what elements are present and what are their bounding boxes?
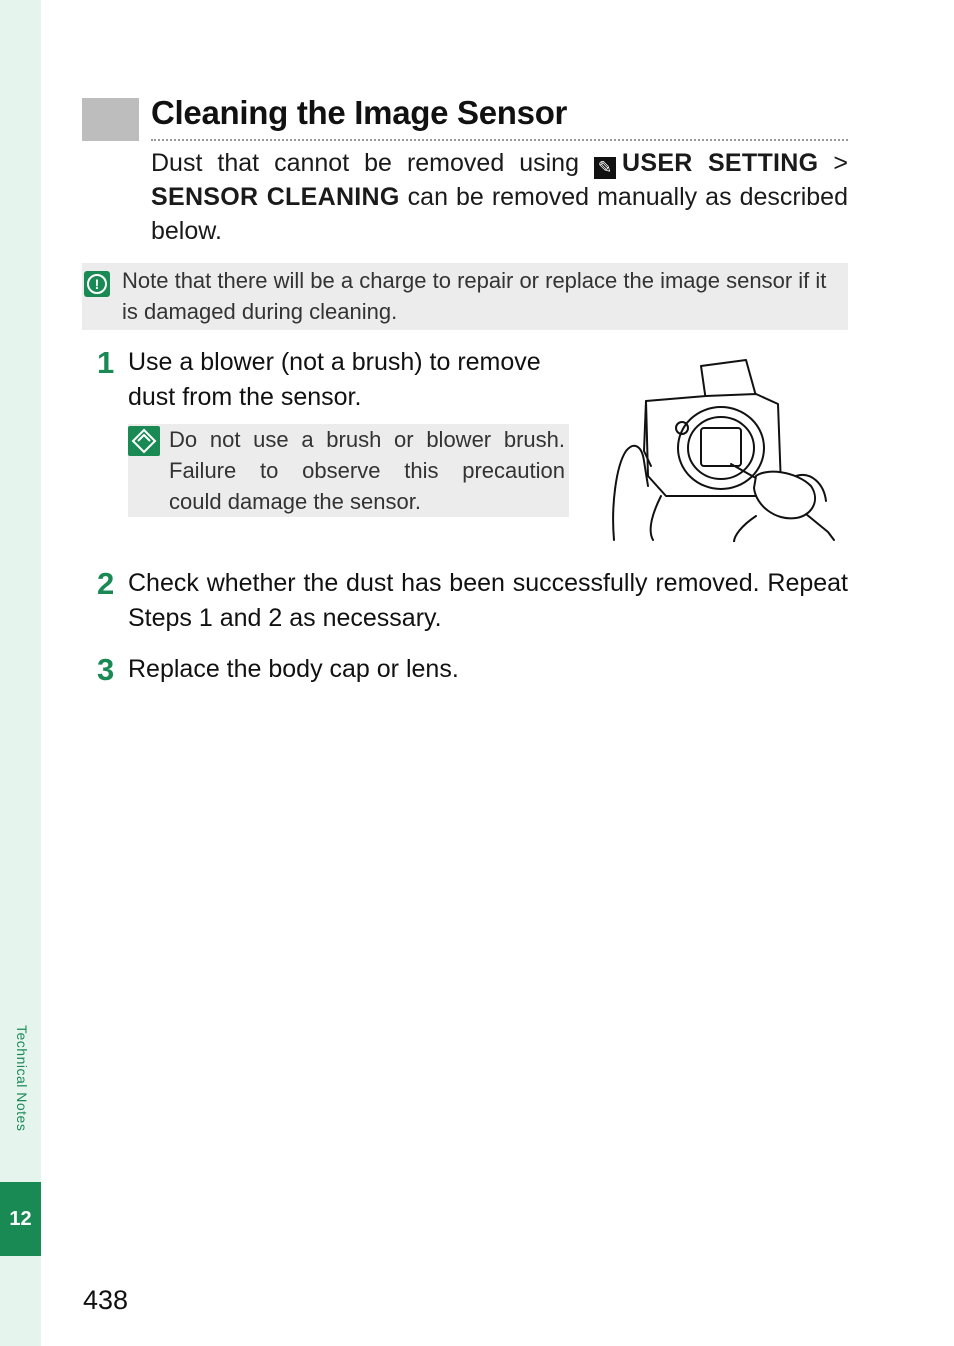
caution-text: Note that there will be a charge to repair or replace the image sensor if it is damaged during cleaning. bbox=[122, 268, 827, 324]
caution-icon: ! bbox=[84, 271, 110, 297]
note-line-1: Do not use a brush or blower brush. bbox=[169, 427, 565, 452]
heading-divider bbox=[151, 139, 848, 141]
menu-user-setting: USER SETTING bbox=[622, 149, 819, 177]
step-1-text: Use a blower (not a brush) to remove dust from the sensor. bbox=[128, 348, 541, 411]
heading-marker bbox=[82, 98, 139, 141]
page-title: Cleaning the Image Sensor bbox=[151, 94, 568, 131]
menu-sensor-cleaning: SENSOR CLEANING bbox=[151, 183, 400, 211]
note-icon bbox=[128, 426, 160, 456]
step-3-text: Replace the body cap or lens. bbox=[128, 655, 459, 683]
intro-text-start: Dust that cannot be removed using bbox=[151, 149, 579, 177]
section-label: Technical Notes bbox=[14, 1025, 30, 1132]
intro-text-end: can be removed manually as described below. bbox=[151, 183, 848, 245]
step-1-number: 1 bbox=[97, 345, 115, 380]
intro-paragraph bbox=[151, 146, 848, 248]
note-line-3: could damage the sensor. bbox=[169, 489, 421, 514]
step-2-text: Check whether the dust has been successfully removed. Repeat Steps 1 and 2 as necessary. bbox=[128, 569, 848, 632]
menu-separator: > bbox=[833, 149, 849, 177]
caution-box bbox=[82, 263, 848, 330]
camera-cleaning-illustration bbox=[606, 356, 846, 542]
chapter-tab[interactable]: 12 bbox=[0, 1182, 41, 1256]
step-3-number: 3 bbox=[97, 652, 115, 687]
user-setting-icon: ✎ bbox=[594, 157, 616, 179]
page-number: 438 bbox=[83, 1285, 129, 1315]
step-2-number: 2 bbox=[97, 566, 115, 601]
note-box bbox=[128, 424, 569, 517]
note-line-2: Failure to observe this precaution bbox=[169, 458, 565, 483]
